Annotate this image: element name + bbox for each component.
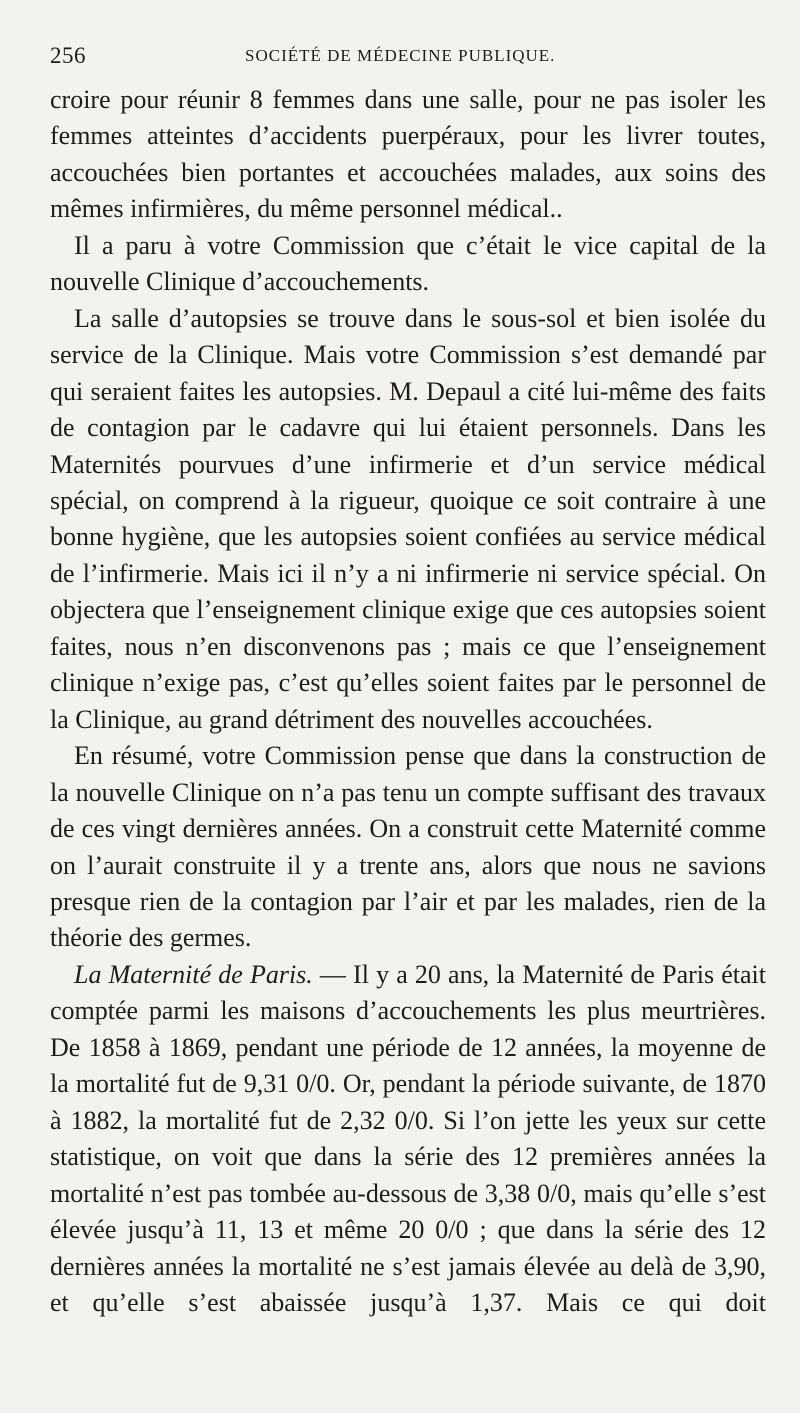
paragraph-3-text: La salle d’autopsies se trouve dans le sous-sol et bien isolée du service de la Clinique. Mais votre Commission s’est demandé par qui seraient faites les autopsies. M. Depaul a cité lui-même des faits de contagion par le cadavre qui lui étaient personnels. Dans les Maternités pourvues d’une infirmerie et d’un service médical spécial, on comprend à la rigueur, quoique ce soit contraire à une bonne hygiène, que les autopsies soient confiées au service médical de l’infirmerie. Mais ici il n’y a ni infirmerie ni service spécial. On objectera que l’enseignement clinique exige que ces autopsies soient faites, nous n’en disconvenons pas ; mais ce que l’enseignement clinique n’exige pas, c’est qu’elles soient faites par le personnel de la Clinique, au grand détriment des nouvelles accouchées.: [50, 303, 766, 734]
paragraph-4-text: En résumé, votre Commission pense que dans la construction de la nouvelle Clinique on n’a pas tenu un compte suffisant des travaux de ces vingt dernières années. On a construit cette Maternité comme on l’aurait construite il y a trente ans, alors que nous ne savions presque rien de la contagion par l’air et par les malades, rien de la théorie des germes.: [50, 741, 766, 953]
paragraph-5-text: — Il y a 20 ans, la Maternité de Paris était comptée parmi les maisons d’accouchements les plus meurtrières. De 1858 à 1869, pendant une période de 12 années, la moyenne de la mortalité fut de 9,31 0/0. Or, pendant la période suivante, de 1870 à 1882, la mortalité fut de 2,32 0/0. Si l’on jette les yeux sur cette statistique, on voit que dans la série des 12 premières années la mortalité n’est pas tombée au-dessous de 3,38 0/0, mais qu’elle s’est élevée jusqu’à 11, 13 et même 20 0/0 ; que dans la série des 12 dernières années la mortalité ne s’est jamais élevée au delà de 3,90, et qu’elle s’est abaissée jusqu’à 1,37. Mais ce qui doit: [50, 959, 766, 1317]
section-heading-maternite: La Maternité de Paris.: [74, 959, 313, 989]
paragraph-2: [50, 228, 766, 301]
paragraph-1-text: croire pour réunir 8 femmes dans une salle, pour ne pas isoler les femmes atteintes d’accidents puerpéraux, pour les livrer toutes, accouchées bien portantes et accouchées malades, aux soins des mêmes infirmières, du même personnel médical..: [50, 85, 766, 224]
paragraph-3: [50, 301, 766, 738]
paragraph-5: [50, 957, 766, 1322]
running-head: SOCIÉTÉ DE MÉDECINE PUBLIQUE.: [245, 46, 556, 65]
paragraph-2-text: Il a paru à votre Commission que c’était le vice capital de la nouvelle Clinique d’accouchements.: [50, 230, 766, 297]
paragraph-4: [50, 738, 766, 957]
body-text: [50, 82, 766, 1321]
paragraph-1: [50, 82, 766, 228]
page-number: 256: [50, 43, 86, 68]
page-header: [50, 30, 766, 82]
